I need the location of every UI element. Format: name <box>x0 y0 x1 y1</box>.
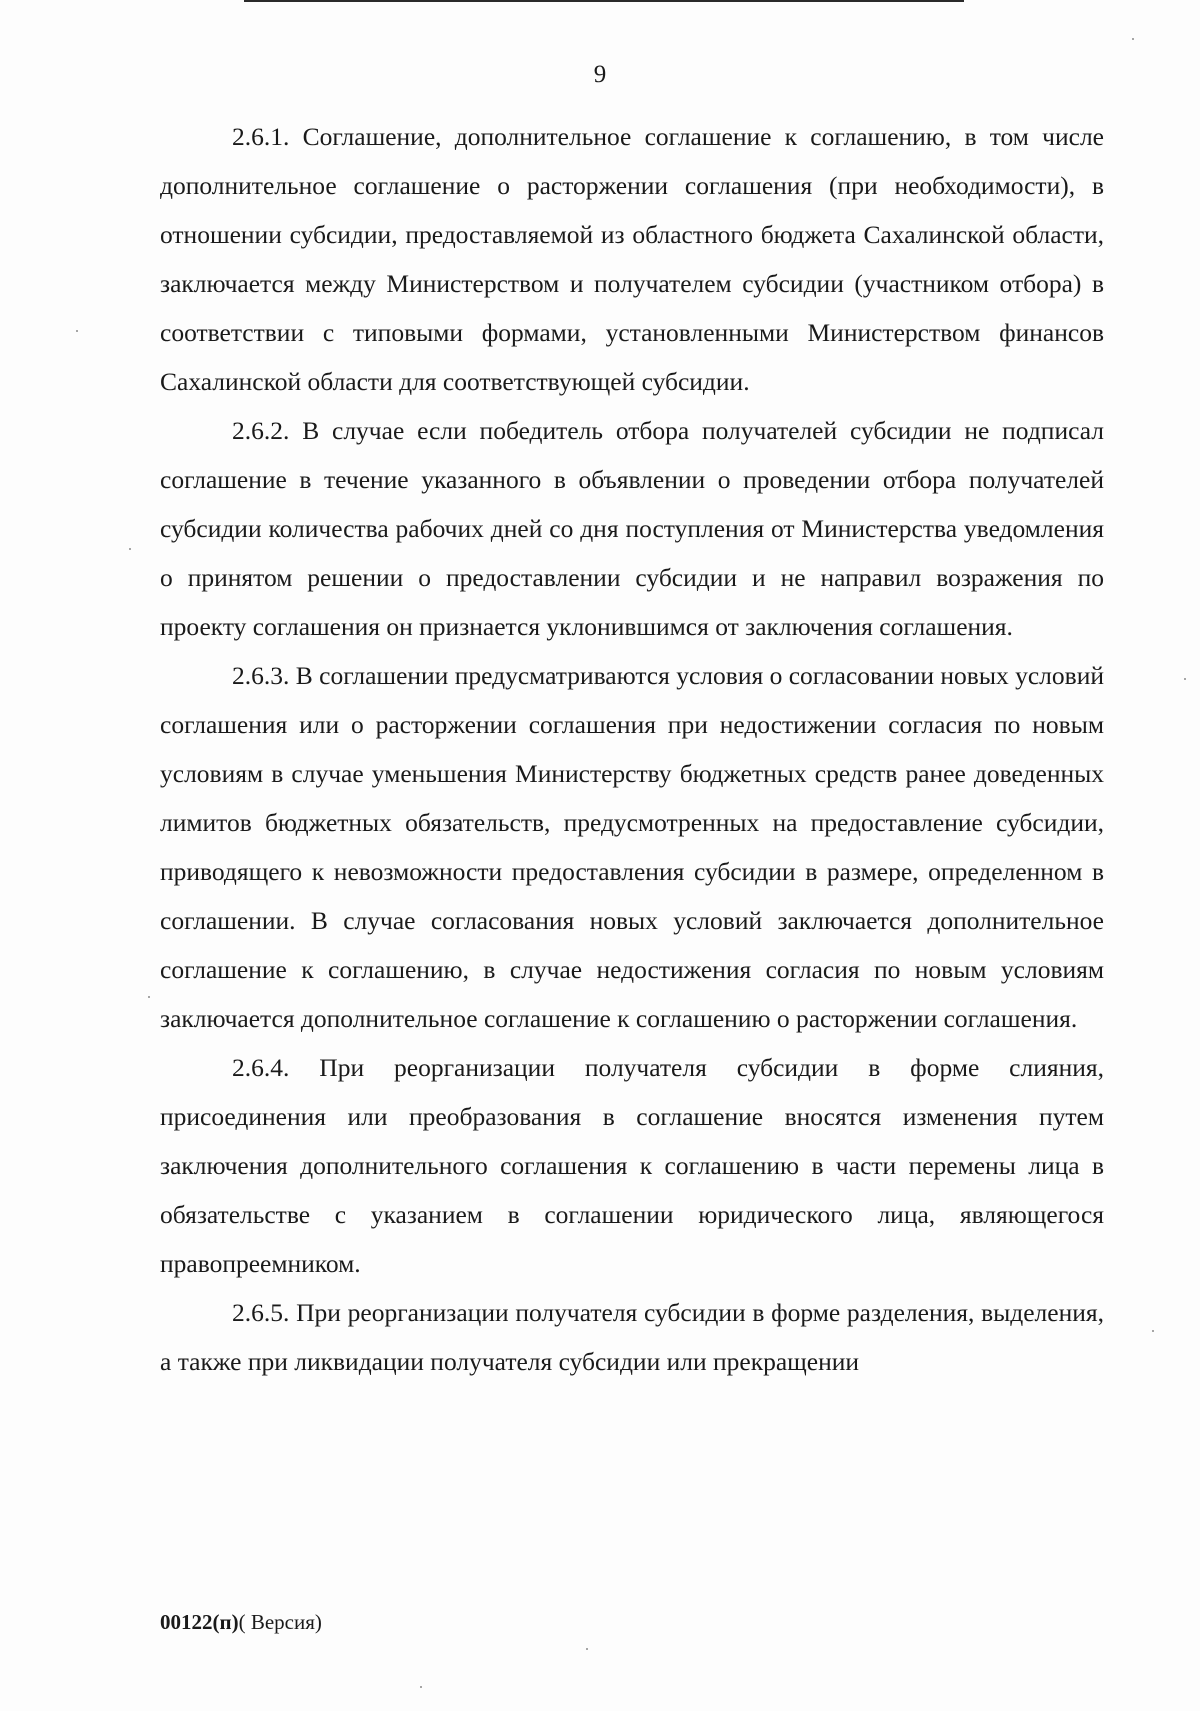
version-label: ( Версия) <box>238 1610 322 1634</box>
scan-speck <box>76 330 78 332</box>
document-body <box>160 112 1104 1386</box>
top-border-line <box>244 0 964 2</box>
paragraph-2-6-4: 2.6.4. При реорганизации получателя субсидии в форме слияния, присоединения или преобразования в соглашение вносятся изменения путем заключения дополнительного соглашения к соглашению в части перемены лица в обязательстве с указанием в соглашении юридического лица, являющегося правопреемником. <box>160 1053 1104 1278</box>
document-code: 00122(п) <box>160 1610 239 1634</box>
paragraph-2-6-2: 2.6.2. В случае если победитель отбора получателей субсидии не подписал соглашение в течение указанного в объявлении о проведении отбора получателей субсидии количества рабочих дней со дня поступления от Министерства уведомления о принятом решении о предоставлении субсидии и не направил возражения по проекту соглашения он признается уклонившимся от заключения соглашения. <box>160 416 1104 641</box>
scan-speck <box>129 548 131 550</box>
scan-speck <box>420 1686 422 1688</box>
page-number: 9 <box>593 61 607 88</box>
scan-speck <box>1152 1330 1154 1332</box>
document-footer <box>160 1608 322 1636</box>
paragraph-2-6-5: 2.6.5. При реорганизации получателя субсидии в форме разделения, выделения, а также при ликвидации получателя субсидии или прекращении <box>160 1298 1104 1376</box>
scan-speck <box>586 1648 588 1650</box>
scan-speck <box>148 996 150 998</box>
paragraph-2-6-3: 2.6.3. В соглашении предусматриваются условия о согласовании новых условий соглашения или о расторжении соглашения при недостижении согласия по новым условиям в случае уменьшения Министерству бюджетных средств ранее доведенных лимитов бюджетных обязательств, предусмотренных на предоставление субсидии, приводящего к невозможности предоставления субсидии в размере, определенном в соглашении. В случае согласования новых условий заключается дополнительное соглашение к соглашению, в случае недостижения согласия по новым условиям заключается дополнительное соглашение к соглашению о расторжении соглашения. <box>160 661 1104 1033</box>
scan-speck <box>1184 678 1186 680</box>
paragraph-2-6-1: 2.6.1. Соглашение, дополнительное соглашение к соглашению, в том числе дополнительное соглашение о расторжении соглашения (при необходимости), в отношении субсидии, предоставляемой из областного бюджета Сахалинской области, заключается между Министерством и получателем субсидии (участником отбора) в соответствии с типовыми формами, установленными Министерством финансов Сахалинской области для соответствующей субсидии. <box>160 122 1104 396</box>
scan-speck <box>1132 38 1134 40</box>
